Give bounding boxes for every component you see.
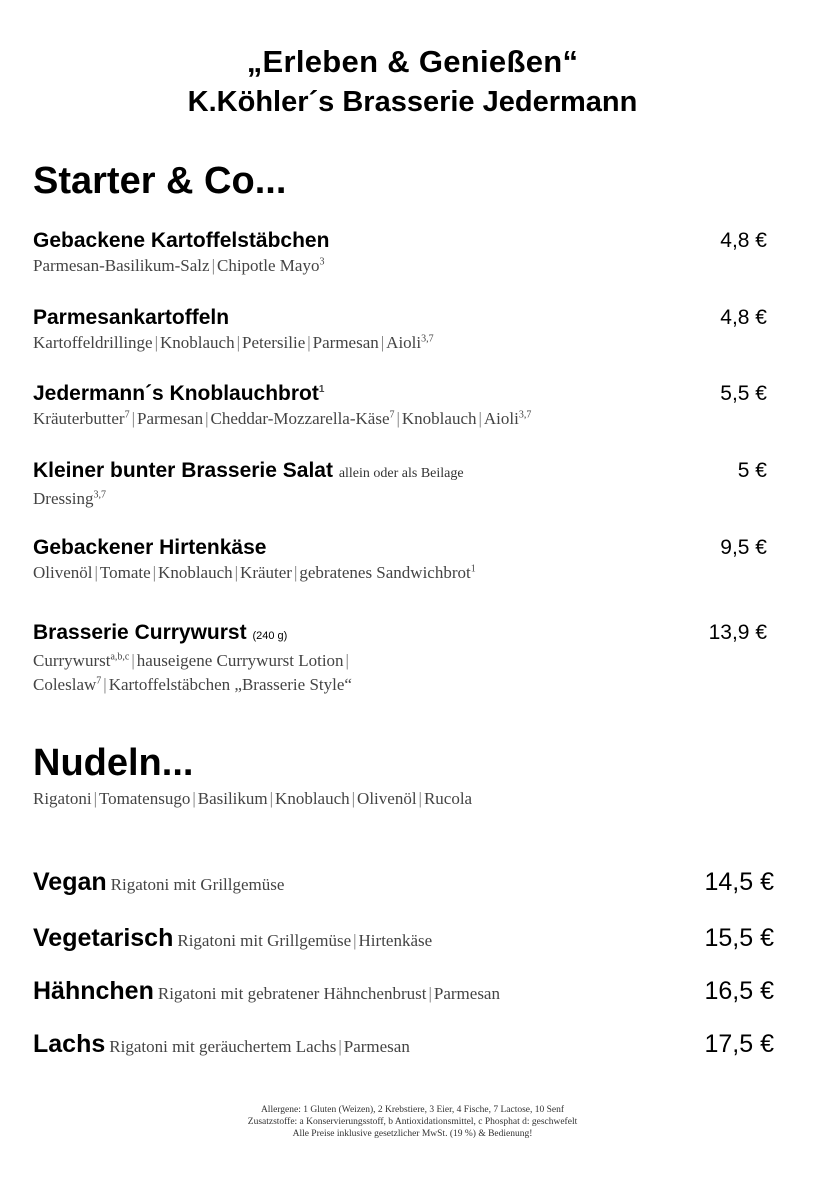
separator: | (338, 1037, 342, 1056)
footnote-marker: 7 (96, 675, 102, 687)
separator: | (234, 563, 239, 582)
separator: | (293, 563, 298, 582)
section-title-starter: Starter & Co... (33, 160, 287, 202)
item-price: 5,5 € (720, 382, 767, 405)
footnote-marker: 3,7 (421, 333, 434, 345)
item-description (33, 649, 778, 673)
pasta-price: 17,5 € (704, 1030, 774, 1058)
price-note: Alle Preise inklusive gesetzlicher MwSt. (19 %) & Bedienung! (292, 1129, 533, 1139)
item-title: Parmesankartoffeln (33, 306, 230, 329)
ingredient: Rigatoni (33, 789, 92, 808)
ingredient: Parmesan (136, 409, 204, 428)
ingredient: Hirtenkäse (358, 931, 433, 950)
pasta-item (33, 1030, 778, 1062)
ingredient: Coleslaw (33, 675, 97, 694)
ingredient: Aioli (483, 409, 519, 428)
ingredient: Kräuter (240, 563, 292, 582)
separator: | (131, 651, 135, 670)
item-price: 13,9 € (708, 621, 767, 644)
pasta-description (158, 984, 500, 1003)
separator: | (236, 333, 240, 352)
item-description (33, 487, 778, 511)
section-title-nudeln: Nudeln... (33, 742, 194, 784)
separator: | (428, 984, 432, 1003)
ingredient: Aioli (386, 333, 422, 352)
menu-item (33, 305, 778, 355)
pasta-price: 14,5 € (704, 868, 774, 896)
menu-item (33, 458, 778, 511)
ingredient: Olivenöl (33, 563, 93, 582)
separator: | (205, 409, 209, 428)
ingredient: Knoblauch (275, 789, 350, 808)
separator: | (152, 563, 157, 582)
nudeln-base-ingredients (33, 787, 778, 811)
ingredient: gebratenes Sandwichbrot (299, 563, 471, 582)
footnote-marker: 1 (318, 384, 325, 395)
item-name (33, 305, 778, 331)
separator: | (353, 931, 357, 950)
pasta-item (33, 924, 778, 956)
ingredient: Parmesan (312, 333, 379, 352)
ingredient: Basilikum (197, 789, 268, 808)
allergen-note: Allergene: 1 Gluten (Weizen), 2 Krebstiere, 3 Eier, 4 Fische, 7 Lactose, 10 Senf (260, 1105, 565, 1115)
item-weight: (240 g) (252, 630, 288, 642)
ingredient: Currywurst (33, 651, 111, 670)
ingredient: Tomate (99, 563, 151, 582)
item-name (33, 381, 778, 407)
separator: | (345, 651, 349, 670)
item-title: Gebackene Kartoffelstäbchen (33, 229, 330, 252)
footer-notes (0, 1104, 825, 1140)
separator: | (380, 333, 385, 352)
menu-slogan: „Erleben & Genießen“ (246, 44, 579, 79)
separator: | (131, 409, 135, 428)
separator: | (192, 789, 196, 808)
item-price: 4,8 € (720, 306, 767, 329)
ingredient: Chipotle Mayo (216, 256, 320, 275)
item-description (33, 254, 778, 278)
item-name (33, 620, 778, 649)
separator: | (94, 563, 98, 582)
pasta-name: Hähnchen (33, 977, 154, 1005)
separator: | (351, 789, 356, 808)
separator: | (269, 789, 274, 808)
pasta-name: Vegetarisch (33, 924, 174, 952)
menu-item (33, 228, 778, 278)
menu-item (33, 381, 778, 431)
item-description (33, 673, 778, 697)
item-description (33, 331, 778, 355)
footnote-marker: 7 (389, 409, 395, 421)
footnote-marker: 3,7 (518, 409, 532, 421)
ingredient: Rigatoni mit gebratener Hähnchenbrust (157, 984, 427, 1003)
item-price: 5 € (737, 459, 767, 482)
ingredient: Rigatoni mit Grillgemüse (110, 875, 285, 894)
ingredient-list (33, 787, 778, 811)
item-title: Kleiner bunter Brasserie Salat (33, 459, 333, 482)
item-note: allein oder als Beilage (338, 466, 464, 481)
ingredient: Kartoffelstäbchen „Brasserie Style“ (108, 675, 352, 694)
separator: | (478, 409, 482, 428)
ingredient: Tomatensugo (98, 789, 191, 808)
item-title: Gebackener Hirtenkäse (33, 536, 267, 559)
separator: | (154, 333, 158, 352)
footnote-marker: a,b,c (110, 651, 130, 663)
pasta-name: Vegan (33, 868, 107, 896)
item-title: Jedermann´s Knoblauchbrot (33, 382, 319, 405)
restaurant-name: K.Köhler´s Brasserie Jedermann (187, 86, 638, 118)
additives-note: Zusatzstoffe: a Konservierungsstoff, b Antioxidationsmittel, c Phosphat d: geschwefelt (247, 1117, 578, 1127)
pasta-description (109, 1037, 410, 1056)
ingredient: Parmesan-Basilikum-Salz (33, 256, 210, 275)
menu-item (33, 620, 778, 697)
item-title: Brasserie Currywurst (33, 621, 247, 644)
ingredient: Petersilie (242, 333, 306, 352)
footnote-marker: 3 (319, 256, 325, 268)
separator: | (418, 789, 422, 808)
item-price: 4,8 € (720, 229, 767, 252)
ingredient: hauseigene Currywurst Lotion (136, 651, 344, 670)
footnote-marker: 3,7 (93, 489, 106, 501)
separator: | (93, 789, 97, 808)
separator: | (307, 333, 311, 352)
pasta-price: 15,5 € (704, 924, 774, 952)
ingredient: Knoblauch (158, 563, 233, 582)
pasta-description (111, 875, 285, 894)
ingredient: Cheddar-Mozzarella-Käse (210, 409, 390, 428)
item-description (33, 407, 778, 431)
separator: | (211, 256, 215, 275)
separator: | (396, 409, 400, 428)
pasta-name: Lachs (33, 1030, 106, 1058)
ingredient: Rigatoni mit geräuchertem Lachs (109, 1037, 337, 1056)
item-price: 9,5 € (720, 536, 767, 559)
pasta-item (33, 868, 778, 900)
footnote-marker: 1 (470, 563, 476, 575)
pasta-item (33, 977, 778, 1009)
ingredient: Rigatoni mit Grillgemüse (177, 931, 352, 950)
item-name (33, 458, 778, 487)
item-name (33, 228, 778, 254)
ingredient: Knoblauch (401, 409, 477, 428)
footnote-marker: 7 (124, 409, 130, 421)
ingredient: Knoblauch (160, 333, 235, 352)
item-name (33, 535, 778, 561)
item-description (33, 561, 778, 585)
ingredient: Olivenöl (357, 789, 417, 808)
ingredient: Kräuterbutter (33, 409, 125, 428)
ingredient: Dressing (33, 489, 94, 508)
menu-item (33, 535, 778, 585)
separator: | (103, 675, 107, 694)
ingredient: Parmesan (343, 1037, 410, 1056)
ingredient: Parmesan (433, 984, 500, 1003)
ingredient: Rucola (423, 789, 473, 808)
pasta-description (177, 931, 432, 950)
pasta-price: 16,5 € (704, 977, 774, 1005)
ingredient: Kartoffeldrillinge (33, 333, 153, 352)
